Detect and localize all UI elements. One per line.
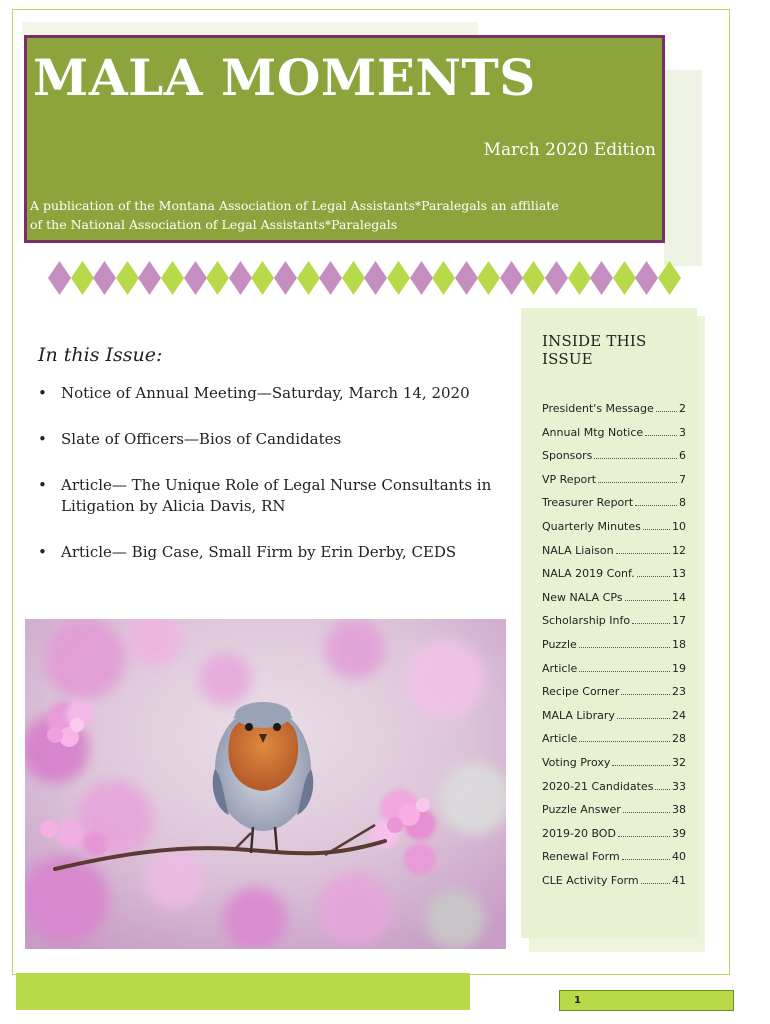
diamond-icon <box>387 261 410 295</box>
toc-entry <box>542 680 686 704</box>
diamond-icon <box>522 261 545 295</box>
toc-label: Puzzle Answer <box>542 803 621 817</box>
diamond-divider <box>48 261 681 295</box>
toc-label: Recipe Corner <box>542 685 620 699</box>
issue-item-text: Notice of Annual Meeting—Saturday, March 14, 2020 <box>61 384 470 402</box>
toc-page-number: 7 <box>679 472 686 486</box>
toc-label: Article <box>542 661 578 675</box>
toc-page-number: 33 <box>672 779 686 793</box>
toc-entry <box>542 444 686 468</box>
diamond-icon <box>71 261 94 295</box>
toc-page-number: 6 <box>679 449 686 463</box>
toc-page-number: 13 <box>672 567 686 581</box>
toc-entry <box>542 798 686 822</box>
sidebar-heading: INSIDE THIS ISSUE <box>542 332 647 368</box>
toc-entry <box>542 751 686 775</box>
toc-entry <box>542 539 686 563</box>
diamond-icon <box>455 261 478 295</box>
toc-label: Article <box>542 732 578 746</box>
toc-leader-dots <box>656 397 677 412</box>
toc-leader-dots <box>612 751 670 766</box>
toc-leader-dots <box>645 421 677 436</box>
robin-photo <box>25 619 506 949</box>
toc-label: Sponsors <box>542 449 593 463</box>
diamond-icon <box>635 261 658 295</box>
toc-label: 2020-21 Candidates <box>542 779 654 793</box>
toc-page-number: 40 <box>672 850 686 864</box>
robin-on-blossom-branch-icon <box>25 619 506 949</box>
toc-label: 2019-20 BOD <box>542 826 616 840</box>
toc-leader-dots <box>622 845 670 860</box>
issue-item-text: Article— Big Case, Small Firm by Erin Derby, CEDS <box>61 543 457 561</box>
toc-leader-dots <box>621 680 670 695</box>
header-shadow-right <box>664 70 702 266</box>
toc-leader-dots <box>637 562 670 577</box>
toc-leader-dots <box>643 515 670 530</box>
toc-leader-dots <box>579 657 670 672</box>
header-shadow-top <box>22 22 478 36</box>
diamond-icon <box>342 261 365 295</box>
toc-leader-dots <box>625 586 671 601</box>
publication-statement <box>30 196 590 234</box>
newsletter-title: MALA MOMENTS <box>33 48 536 107</box>
toc-leader-dots <box>655 775 670 790</box>
toc-page-number: 32 <box>672 755 686 769</box>
toc-label: MALA Library <box>542 708 615 722</box>
toc-page-number: 17 <box>672 614 686 628</box>
diamond-icon <box>138 261 161 295</box>
toc-entry <box>542 468 686 492</box>
issue-list-item <box>38 542 508 563</box>
diamond-icon <box>93 261 116 295</box>
toc-label: Annual Mtg Notice <box>542 425 644 439</box>
bullet-icon: • <box>38 543 47 561</box>
toc-page-number: 8 <box>679 496 686 510</box>
diamond-icon <box>477 261 500 295</box>
toc-label: CLE Activity Form <box>542 873 639 887</box>
toc-label: President's Message <box>542 402 654 415</box>
bullet-icon: • <box>38 384 47 402</box>
toc-label: Scholarship Info <box>542 614 631 628</box>
toc-entry <box>542 609 686 633</box>
toc-leader-dots <box>618 822 670 837</box>
toc-page-number: 14 <box>672 590 686 604</box>
diamond-icon <box>432 261 455 295</box>
toc-page-number: 38 <box>672 803 686 817</box>
toc-label: Puzzle <box>542 637 577 651</box>
table-of-contents <box>542 397 686 892</box>
issue-list-item <box>38 475 508 517</box>
diamond-icon <box>48 261 71 295</box>
diamond-icon <box>613 261 636 295</box>
bullet-icon: • <box>38 430 47 448</box>
toc-entry <box>542 845 686 869</box>
toc-page-number: 19 <box>672 661 686 675</box>
issue-item-text: Slate of Officers—Bios of Candidates <box>61 430 342 448</box>
toc-page-number: 24 <box>672 708 686 722</box>
toc-leader-dots <box>598 468 677 483</box>
toc-entry <box>542 562 686 586</box>
publication-line-1: A publication of the Montana Association of Legal Assistants*Paralegals an affiliate <box>30 198 559 213</box>
bullet-icon: • <box>38 476 47 494</box>
diamond-icon <box>229 261 252 295</box>
toc-entry <box>542 515 686 539</box>
toc-entry <box>542 491 686 515</box>
toc-leader-dots <box>641 869 670 884</box>
diamond-icon <box>161 261 184 295</box>
masthead <box>24 35 665 243</box>
toc-entry <box>542 633 686 657</box>
in-this-issue-heading: In this Issue: <box>38 344 163 366</box>
toc-entry <box>542 586 686 610</box>
toc-page-number: 23 <box>672 685 686 699</box>
toc-label: Treasurer Report <box>542 496 634 510</box>
toc-page-number: 12 <box>672 543 686 557</box>
inside-this-issue-sidebar <box>521 308 697 938</box>
toc-leader-dots <box>616 539 670 554</box>
diamond-icon <box>545 261 568 295</box>
toc-page-number: 41 <box>672 873 686 887</box>
toc-page-number: 10 <box>672 519 686 533</box>
toc-page-number: 3 <box>679 425 686 439</box>
edition-label: March 2020 Edition <box>483 140 656 160</box>
publication-line-2: of the National Association of Legal Assistants*Paralegals <box>30 217 398 232</box>
toc-page-number: 18 <box>672 637 686 651</box>
diamond-icon <box>274 261 297 295</box>
toc-label: Quarterly Minutes <box>542 519 641 533</box>
toc-entry <box>542 397 686 421</box>
toc-label: NALA 2019 Conf. <box>542 567 635 581</box>
toc-leader-dots <box>623 798 670 813</box>
issue-item-text: Article— The Unique Role of Legal Nurse Consultants in Litigation by Alicia Davis, RN <box>61 476 492 515</box>
toc-label: VP Report <box>542 472 597 486</box>
diamond-icon <box>251 261 274 295</box>
footer-bar <box>16 973 470 1010</box>
toc-label: NALA Liaison <box>542 543 614 557</box>
toc-leader-dots <box>632 609 670 624</box>
toc-entry <box>542 775 686 799</box>
diamond-icon <box>364 261 387 295</box>
toc-leader-dots <box>617 704 670 719</box>
diamond-icon <box>658 261 681 295</box>
toc-leader-dots <box>594 444 677 459</box>
toc-label: Renewal Form <box>542 850 620 864</box>
issue-list-item <box>38 429 508 450</box>
toc-leader-dots <box>579 633 670 648</box>
toc-entry <box>542 822 686 846</box>
diamond-icon <box>590 261 613 295</box>
diamond-icon <box>116 261 139 295</box>
toc-page-number: 39 <box>672 826 686 840</box>
diamond-icon <box>206 261 229 295</box>
issue-list-item <box>38 383 508 404</box>
toc-entry <box>542 421 686 445</box>
diamond-icon <box>410 261 433 295</box>
page-number: 1 <box>559 990 734 1011</box>
diamond-icon <box>319 261 342 295</box>
in-this-issue-list <box>38 383 508 588</box>
diamond-icon <box>184 261 207 295</box>
toc-page-number: 2 <box>679 402 686 415</box>
toc-entry <box>542 727 686 751</box>
toc-leader-dots <box>579 727 670 742</box>
toc-entry <box>542 869 686 893</box>
toc-label: New NALA CPs <box>542 590 623 604</box>
toc-page-number: 28 <box>672 732 686 746</box>
toc-entry <box>542 704 686 728</box>
toc-leader-dots <box>635 491 677 506</box>
diamond-icon <box>297 261 320 295</box>
toc-label: Voting Proxy <box>542 755 611 769</box>
diamond-icon <box>568 261 591 295</box>
toc-entry <box>542 657 686 681</box>
diamond-icon <box>500 261 523 295</box>
